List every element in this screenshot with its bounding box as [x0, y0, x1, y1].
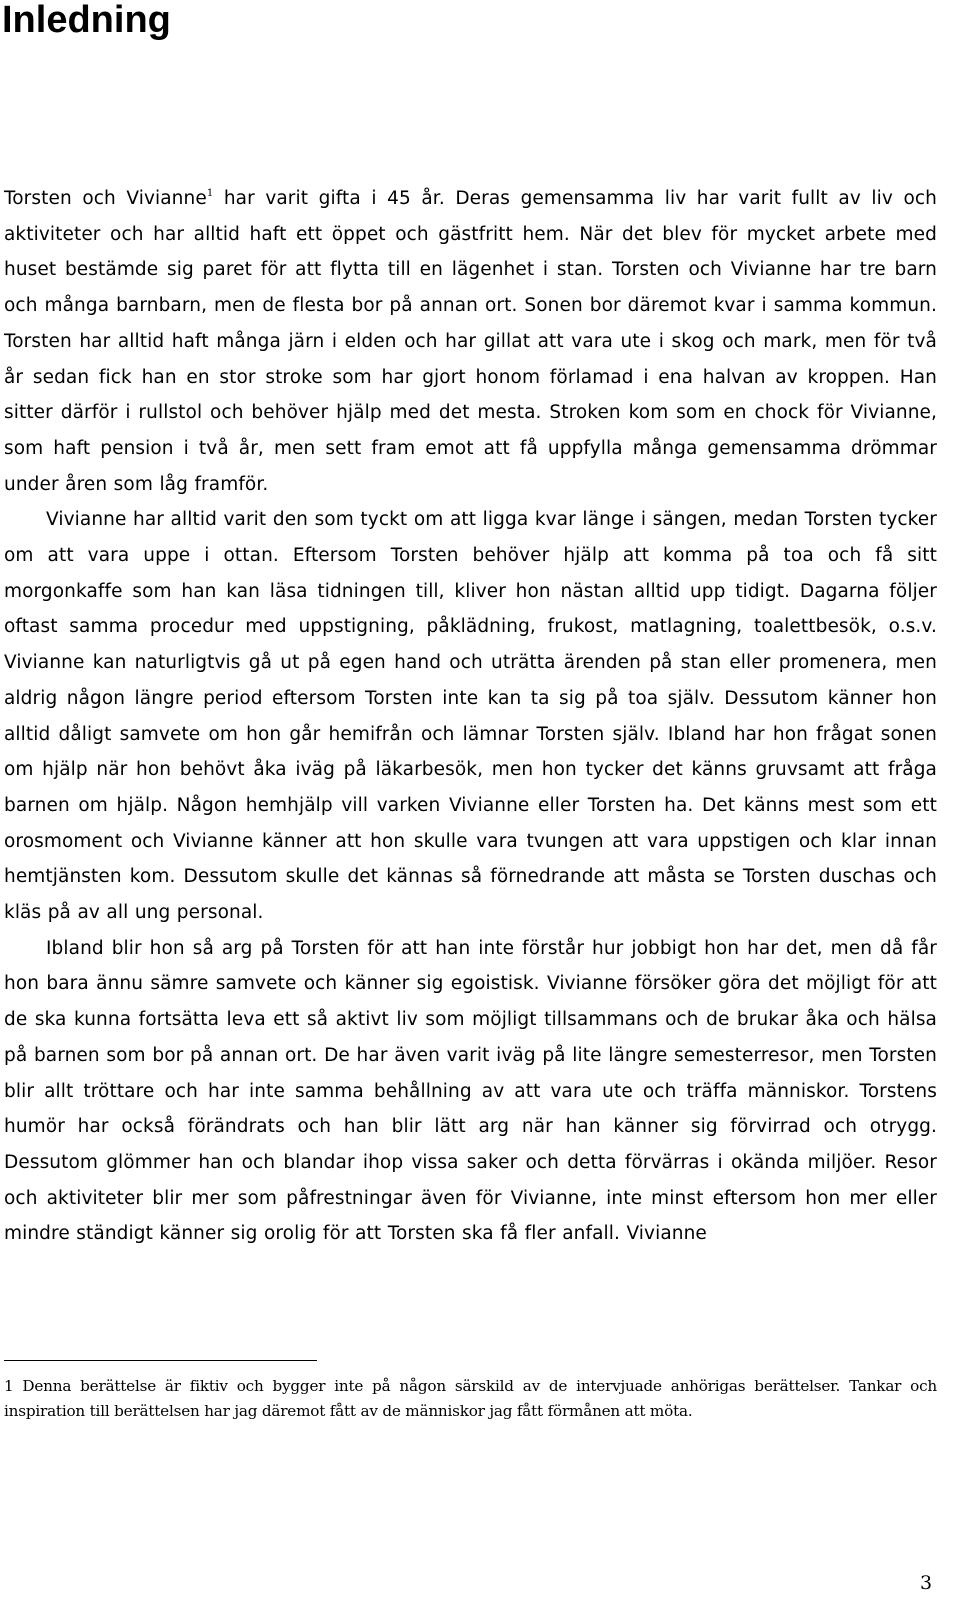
page-number: 3: [920, 1572, 933, 1594]
footnote: [4, 1374, 937, 1424]
paragraph-1: [4, 181, 937, 502]
paragraph-2: Vivianne har alltid varit den som tyckt om att ligga kvar länge i sängen, medan Torsten tycker om att vara uppe i ottan. Eftersom Torsten behöver hjälp att komma på toa och få sitt morgonkaffe som han kan läsa tidningen till, kliver hon nästan alltid upp tidigt. Dagarna följer oftast samma procedur med uppstigning, påklädning, frukost, matlagning, toalettbesök, o.s.v. Vivianne kan naturligtvis gå ut på egen hand och uträtta ärenden på stan eller promenera, men aldrig någon längre period eftersom Torsten inte kan ta sig på toa själv. Dessutom känner hon alltid dåligt samvete om hon går hemifrån och lämnar Torsten själv. Ibland har hon frågat sonen om hjälp när hon behövt åka iväg på läkarbesök, men hon tycker det känns gruvsamt att fråga barnen om hjälp. Någon hemhjälp vill varken Vivianne eller Torsten ha. Det känns mest som ett orosmoment och Vivianne känner att hon skulle vara tvungen att vara uppstigen och klar innan hemtjänsten kom. Dessutom skulle det kännas så förnedrande att måsta se Torsten duschas och kläs på av all ung personal.: [4, 509, 937, 924]
footnote-text: Denna berättelse är fiktiv och bygger inte på någon särskild av de intervjuade anhörigas berättelser. Tankar och inspiration till berättelsen har jag däremot fått av de människor jag fått förmånen att möta.: [4, 1377, 937, 1420]
paragraph-1-start: Torsten och Vivianne: [4, 188, 207, 209]
paragraph-3: Ibland blir hon så arg på Torsten för att han inte förstår hur jobbigt hon har det, men då får hon bara ännu sämre samvete och känner sig egoistisk. Vivianne försöker göra det möjligt för att de ska kunna fortsätta leva ett så aktivt liv som möjligt tillsammans och de brukar åka och hälsa på barnen som bor på annan ort. De har även varit iväg på lite längre semesterresor, men Torsten blir allt tröttare och har inte samma behållning av att vara ute och träffa människor. Torstens humör har också förändrats och han blir lätt arg när han känner sig förvirrad och otrygg. Dessutom glömmer han och blandar ihop vissa saker och detta förvärras i okända miljöer. Resor och aktiviteter blir mer som påfrestningar även för Vivianne, inte minst eftersom hon mer eller mindre ständigt känner sig orolig för att Torsten ska få fler anfall. Vivianne: [4, 937, 937, 1245]
footnote-reference[interactable]: 1: [206, 188, 214, 199]
footnote-marker: 1: [4, 1377, 14, 1395]
body-text: [4, 181, 937, 1252]
paragraph-1-rest: har varit gifta i 45 år. Deras gemensamma liv har varit fullt av liv och aktiviteter och har alltid haft ett öppet och gästfritt hem. När det blev för mycket arbete med huset bestämde sig paret för att flytta till en lägenhet i stan. Torsten och Vivianne har tre barn och många barnbarn, men de flesta bor på annan ort. Sonen bor däremot kvar i samma kommun. Torsten har alltid haft många järn i elden och har gillat att vara ute i skog och mark, men för två år sedan fick han en stor stroke som har gjort honom förlamad i ena halvan av kroppen. Han sitter därför i rullstol och behöver hjälp med det mesta. Stroken kom som en chock för Vivianne, som haft pension i två år, men sett fram emot att få uppfylla många gemensamma drömmar under åren som låg framför.: [4, 188, 937, 495]
footnote-divider: [4, 1360, 317, 1361]
section-heading: Inledning: [2, 0, 171, 41]
